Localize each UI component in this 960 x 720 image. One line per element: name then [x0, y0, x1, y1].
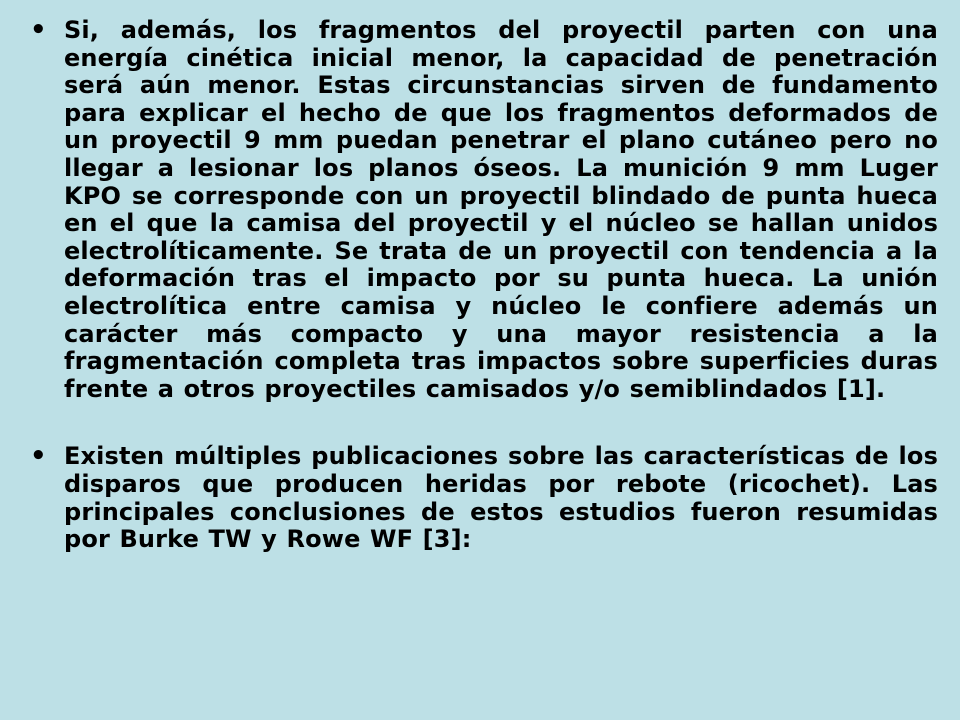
bullet-text-2: Existen múltiples publicaciones sobre las características de los disparos que producen heridas por rebote (ricochet). Las principales conclusiones de estos estudios fueron resumidas por Burke TW y Rowe WF [3]:: [64, 442, 938, 554]
bullet-icon: •: [30, 15, 47, 45]
bullet-icon: •: [30, 441, 47, 472]
bullet-item-2: [28, 443, 938, 553]
bullet-text-1: Si, además, los fragmentos del proyectil parten con una energía cinética inicial menor, la capacidad de penetración será aún menor. Estas circunstancias sirven de fundamento para explicar el hecho de que los fragmentos deformados de un proyectil 9 mm puedan penetrar el plano cutáneo pero no llegar a lesionar los planos óseos. La munición 9 mm Luger KPO se corresponde con un proyectil blindado de punta hueca en el que la camisa del proyectil y el núcleo se hallan unidos electrolíticamente. Se trata de un proyectil con tendencia a la deformación tras el impacto por su punta hueca. La unión electrolítica entre camisa y núcleo le confiere además un carácter más compacto y una mayor resistencia a la fragmentación completa tras impactos sobre superficies duras frente a otros proyectiles camisados y/o semiblindados [1].: [64, 16, 938, 403]
bullet-list: [28, 17, 938, 554]
bullet-item-1: [28, 17, 938, 403]
